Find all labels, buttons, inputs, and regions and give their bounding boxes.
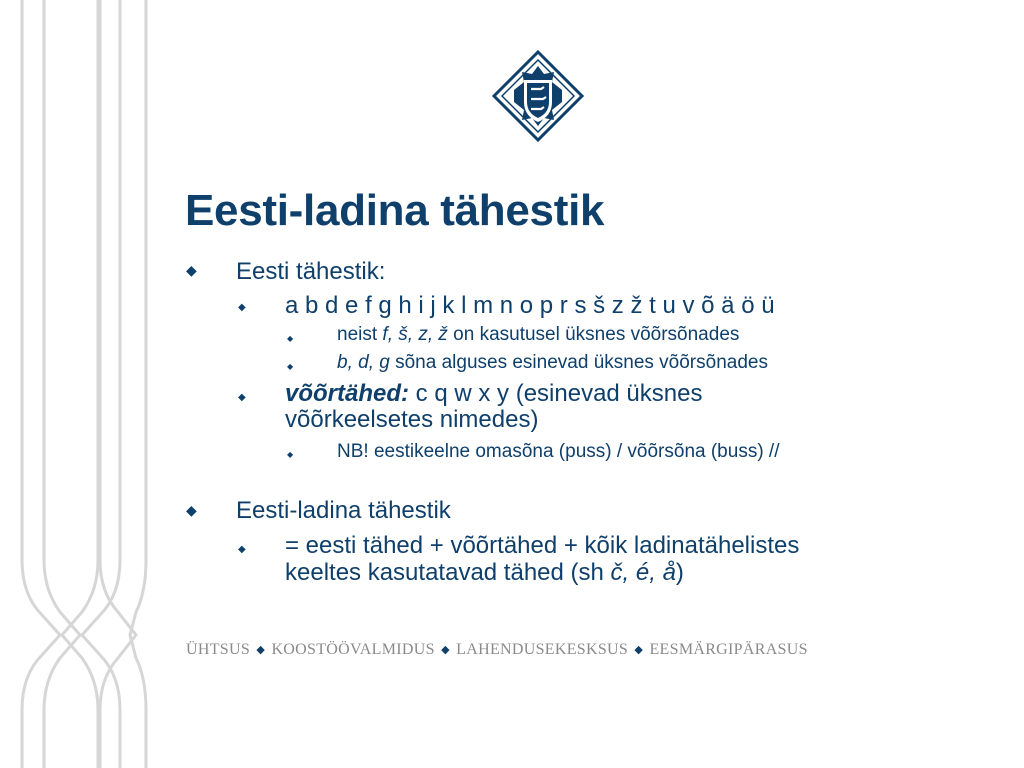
list-item-note: b, d, g sõna alguses esinevad üksnes võõrsõnades [337, 352, 768, 373]
diamond-bullet-icon: ◆ [186, 502, 197, 518]
footer-values: ÜHTSUS ◆ KOOSTÖÖVALMIDUS ◆ LAHENDUSEKESKSUS ◆ EESMÄRGIPÄRASUS [186, 641, 808, 658]
list-item-heading: Eesti tähestik: [236, 258, 386, 285]
decorative-border-lines [0, 0, 170, 768]
list-item-formula: = eesti tähed + võõrtähed + kõik ladinatähelistes [285, 532, 800, 559]
slide-title: Eesti-ladina tähestik [185, 186, 605, 235]
list-item-formula-cont: keeltes kasutatavad tähed (sh č, é, å) [285, 559, 684, 586]
list-item-heading: Eesti-ladina tähestik [236, 497, 451, 524]
diamond-separator-icon: ◆ [256, 644, 266, 656]
diamond-bullet-icon: ◆ [186, 262, 197, 278]
list-item-nb: NB! eestikeelne omasõna (puss) / võõrsõna (buss) // [337, 441, 780, 462]
diamond-bullet-icon: ◆ [287, 362, 294, 371]
diamond-separator-icon: ◆ [634, 644, 644, 656]
list-item-alphabet: a b d e f g h i j k l m n o p r s š z ž t u v õ ä ö ü [285, 292, 775, 319]
list-item-foreign-letters: võõrtähed: c q w x y (esinevad üksnes [285, 380, 703, 407]
estonian-coat-of-arms-logo [492, 50, 584, 142]
diamond-bullet-icon: ◆ [238, 544, 246, 555]
diamond-separator-icon: ◆ [441, 644, 450, 656]
diamond-bullet-icon: ◆ [287, 334, 294, 343]
list-item-foreign-letters-cont: võõrkeelsetes nimedes) [285, 406, 539, 433]
diamond-bullet-icon: ◆ [287, 450, 294, 459]
diamond-bullet-icon: ◆ [238, 392, 246, 403]
list-item-note: neist f, š, z, ž on kasutusel üksnes võõrsõnades [337, 324, 740, 345]
diamond-bullet-icon: ◆ [238, 302, 246, 313]
